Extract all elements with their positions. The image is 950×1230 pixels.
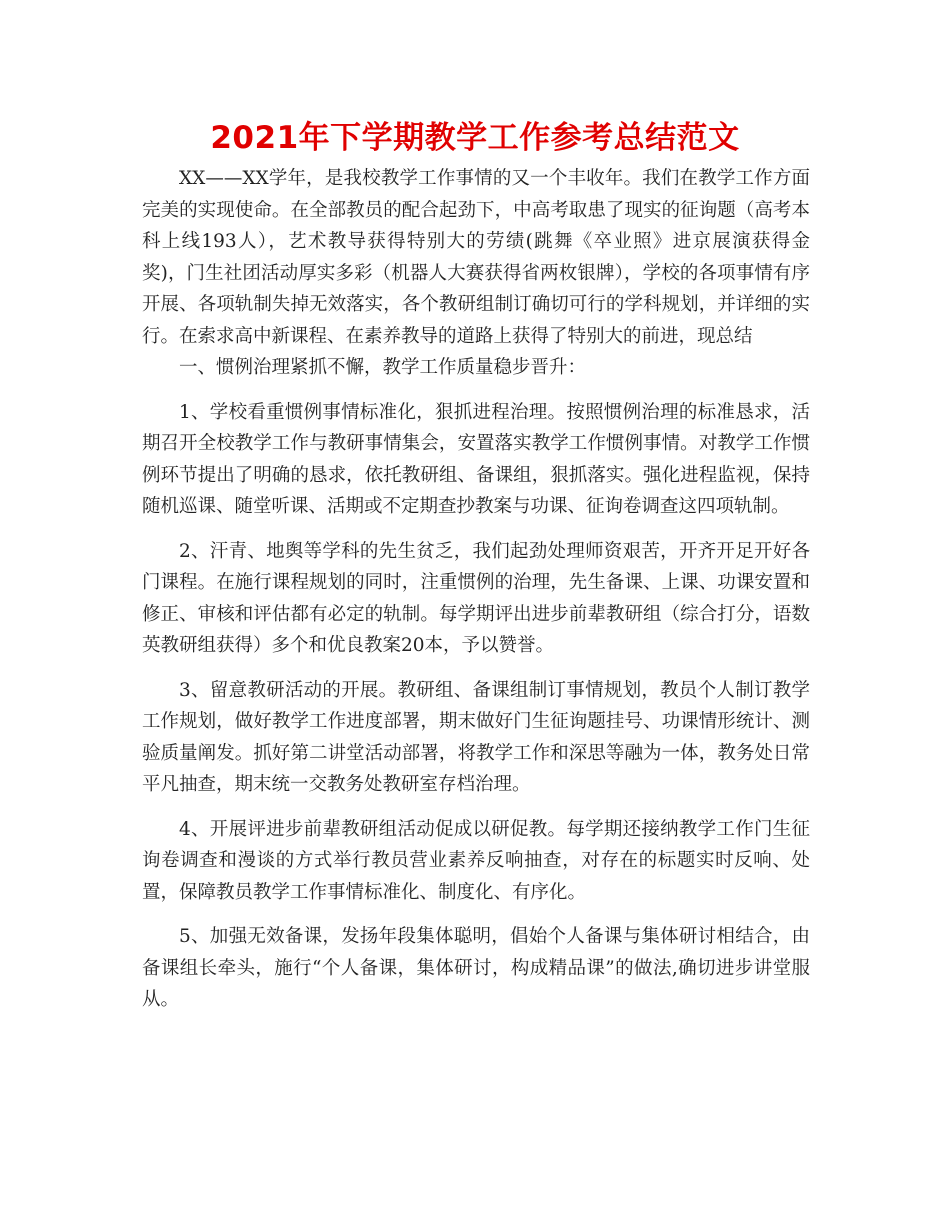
paragraph-item-2: 2、汗青、地舆等学科的先生贫乏，我们起劲处理师资艰苦，开齐开足开好各门课程。在施行课程规划的同时，注重惯例的治理，先生备课、上课、功课安置和修正、审核和评估都有必定的轨制。每学期评出进步前辈教研组（综合打分，语数英教研组获得）多个和优良教案20本，予以赞誉。 (142, 540, 810, 656)
paragraph-item-1: 1、学校看重惯例事情标准化，狠抓进程治理。按照惯例治理的标准恳求，活期召开全校教学工作与教研事情集会，安置落实教学工作惯例事情。对教学工作惯例环节提出了明确的恳求，依托教研组、备课组，狠抓落实。强化进程监视，保持随机巡课、随堂听课、活期或不定期查抄教案与功课、征询卷调查这四项轨制。 (142, 401, 810, 517)
paragraph-intro: XX——XX学年，是我校教学工作事情的又一个丰收年。我们在教学工作方面完美的实现使命。在全部教员的配合起劲下，中高考取患了现实的征询题（高考本科上线193人），艺术教导获得特别大的劳绩(跳舞《卒业照》进京展演获得金奖)，门生社团活动厚实多彩（机器人大赛获得省两枚银牌），学校的各项事情有序开展、各项轨制失掉无效落实，各个教研组制订确切可行的学科规划，并详细的实行。在索求高中新课程、在素养教导的道路上获得了特别大的前进，现总结 (142, 168, 810, 347)
paragraph-item-5: 5、加强无效备课，发扬年段集体聪明，倡始个人备课与集体研讨相结合，由备课组长牵头，施行“个人备课，集体研讨，构成精品课”的做法,确切进步讲堂服从。 (142, 926, 810, 1010)
paragraph-item-4: 4、开展评进步前辈教研组活动促成以研促教。每学期还接纳教学工作门生征询卷调查和漫谈的方式举行教员营业素养反响抽查，对存在的标题实时反响、处置，保障教员教学工作事情标准化、制度化、有序化。 (142, 818, 810, 903)
paragraph-section-heading: 一、惯例治理紧抓不懈，教学工作质量稳步晋升： (179, 357, 587, 378)
document-body (142, 163, 810, 1016)
paragraph-item-3: 3、留意教研活动的开展。教研组、备课组制订事情规划，教员个人制订教学工作规划，做好教学工作进度部署，期末做好门生征询题挂号、功课情形统计、测验质量阐发。抓好第二讲堂活动部署，将教学工作和深思等融为一体，教务处日常平凡抽查，期末统一交教务处教研室存档治理。 (142, 679, 810, 795)
document-title: 2021年下学期教学工作参考总结范文 (210, 120, 740, 156)
